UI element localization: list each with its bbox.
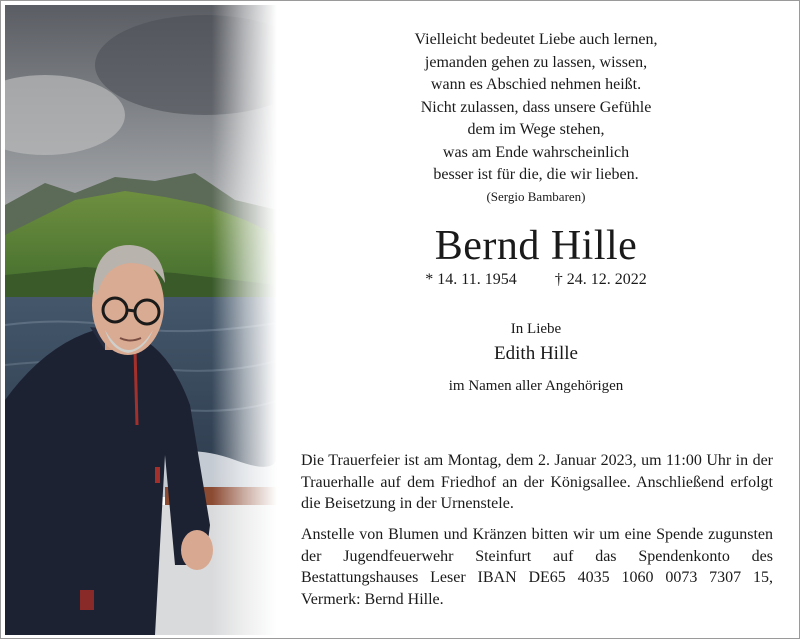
portrait-photo	[5, 5, 277, 635]
poem-line: dem im Wege stehen,	[467, 121, 605, 138]
poem-line: besser ist für die, die wir lieben.	[433, 166, 639, 183]
life-dates	[331, 269, 741, 291]
birth-date: * 14. 11. 1954	[425, 271, 517, 288]
poem-line: Nicht zulassen, dass unsere Gefühle	[420, 98, 652, 116]
deceased-name: Bernd Hille	[434, 223, 638, 269]
funeral-notice: Die Trauerfeier ist am Montag, dem 2. Januar 2023, um 11:00 Uhr in der Trauerhalle auf dem Friedhof an der Königsallee. Anschließend erfolgt die Beisetzung in der Urnenstele.	[301, 452, 773, 512]
photo-fade-overlay	[5, 5, 277, 635]
donation-notice: Anstelle von Blumen und Kränzen bitten wir um eine Spende zugunsten der Jugendfeuerwehr Steinfurt auf das Spendenkonto des Bestattungshauses Leser IBAN DE65 4035 1060 0073 7307 15, Vermerk: Bernd Hille.	[301, 526, 773, 608]
mourners-block	[331, 319, 741, 396]
poem	[331, 29, 741, 207]
poem-line: jemanden gehen zu lassen, wissen,	[424, 53, 648, 71]
mourner-name: Edith Hille	[494, 343, 578, 364]
death-date: † 24. 12. 2022	[554, 271, 647, 288]
poem-line: Vielleicht bedeutet Liebe auch lernen,	[414, 31, 658, 48]
poem-line: wann es Abschied nehmen heißt.	[430, 76, 642, 93]
poem-source: (Sergio Bambaren)	[486, 188, 586, 204]
on-behalf-label: im Namen aller Angehörigen	[448, 378, 624, 394]
in-love-label: In Liebe	[510, 321, 562, 337]
poem-line: was am Ende wahrscheinlich	[442, 143, 630, 161]
